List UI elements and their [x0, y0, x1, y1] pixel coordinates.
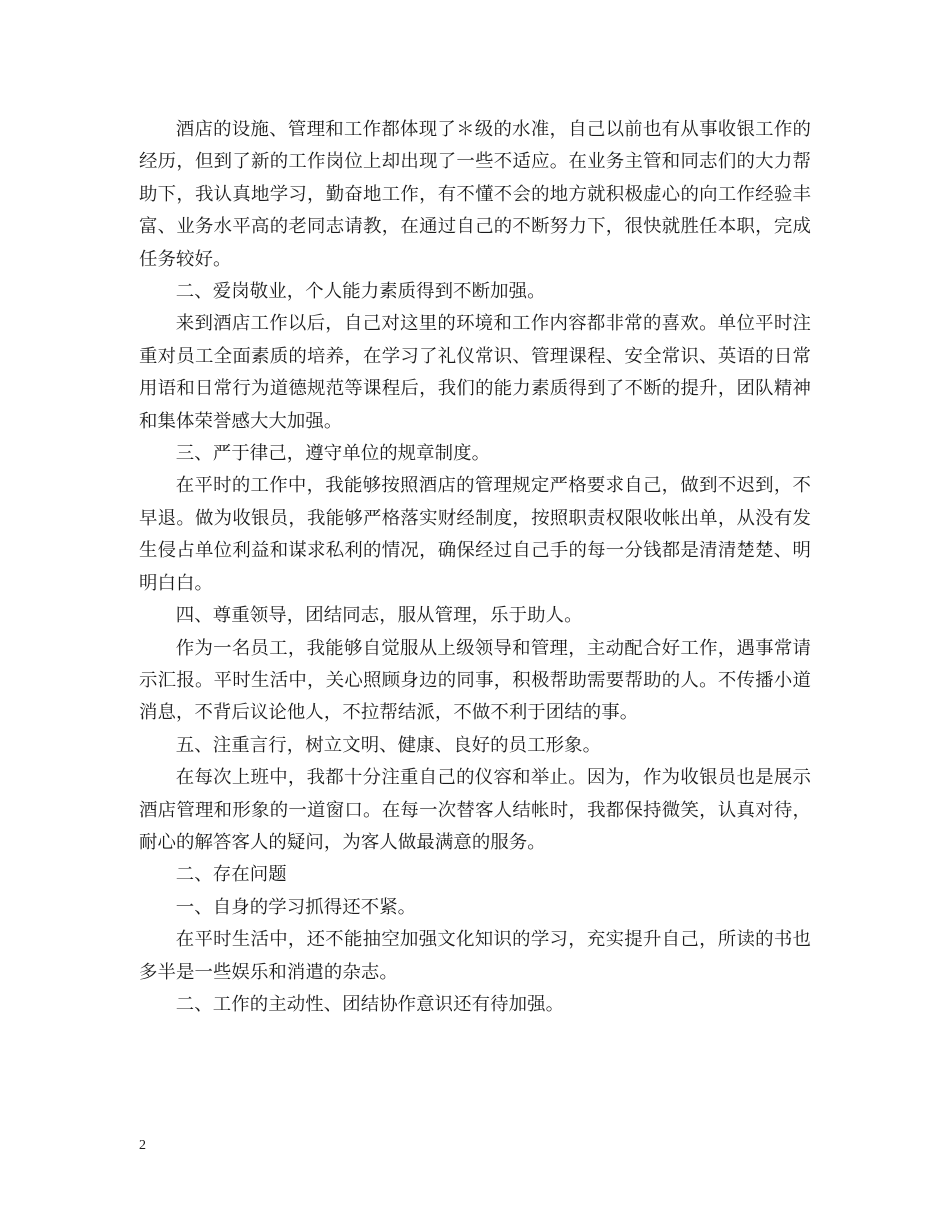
paragraph: 在平时的工作中，我能够按照酒店的管理规定严格要求自己，做到不迟到，不早退。做为收银员，我能够严格落实财经制度，按照职责权限收帐出单，从没有发生侵占单位利益和谋求私利的情况，确保经过自己手的每一分钱都是清清楚楚、明明白白。 — [139, 475, 811, 594]
page-number: 2 — [139, 1138, 146, 1153]
section-heading: 二、爱岗敬业，个人能力素质得到不断加强。 — [175, 281, 546, 303]
section-heading: 五、注重言行，树立文明、健康、良好的员工形象。 — [175, 734, 602, 756]
section-heading: 二、工作的主动性、团结协作意识还有待加强。 — [175, 993, 565, 1015]
section-heading: 四、尊重领导，团结同志，服从管理，乐于助人。 — [175, 605, 583, 627]
section-heading: 一、自身的学习抓得还不紧。 — [175, 896, 417, 918]
section-heading: 二、存在问题 — [175, 864, 287, 886]
section-heading: 三、严于律己，遵守单位的规章制度。 — [175, 443, 491, 465]
paragraph: 作为一名员工，我能够自觉服从上级领导和管理，主动配合好工作，遇事常请示汇报。平时生活中，关心照顾身边的同事，积极帮助需要帮助的人。不传播小道消息，不背后议论他人，不拉帮结派，不做不利于团结的事。 — [139, 637, 811, 724]
paragraph: 酒店的设施、管理和工作都体现了＊级的水准，自己以前也有从事收银工作的经历，但到了新的工作岗位上却出现了一些不适应。在业务主管和同志们的大力帮助下，我认真地学习，勤奋地工作，有不懂不会的地方就积极虚心的向工作经验丰富、业务水平高的老同志请教，在通过自己的不断努力下，很快就胜任本职，完成任务较好。 — [139, 119, 811, 270]
document-body — [139, 114, 811, 1021]
paragraph: 来到酒店工作以后，自己对这里的环境和工作内容都非常的喜欢。单位平时注重对员工全面素质的培养，在学习了礼仪常识、管理课程、安全常识、英语的日常用语和日常行为道德规范等课程后，我们的能力素质得到了不断的提升，团队精神和集体荣誉感大大加强。 — [139, 313, 811, 432]
paragraph: 在平时生活中，还不能抽空加强文化知识的学习，充实提升自己，所读的书也多半是一些娱乐和消遣的杂志。 — [139, 929, 811, 983]
paragraph: 在每次上班中，我都十分注重自己的仪容和举止。因为，作为收银员也是展示酒店管理和形象的一道窗口。在每一次替客人结帐时，我都保持微笑，认真对待，耐心的解答客人的疑问，为客人做最满意的服务。 — [139, 767, 811, 853]
